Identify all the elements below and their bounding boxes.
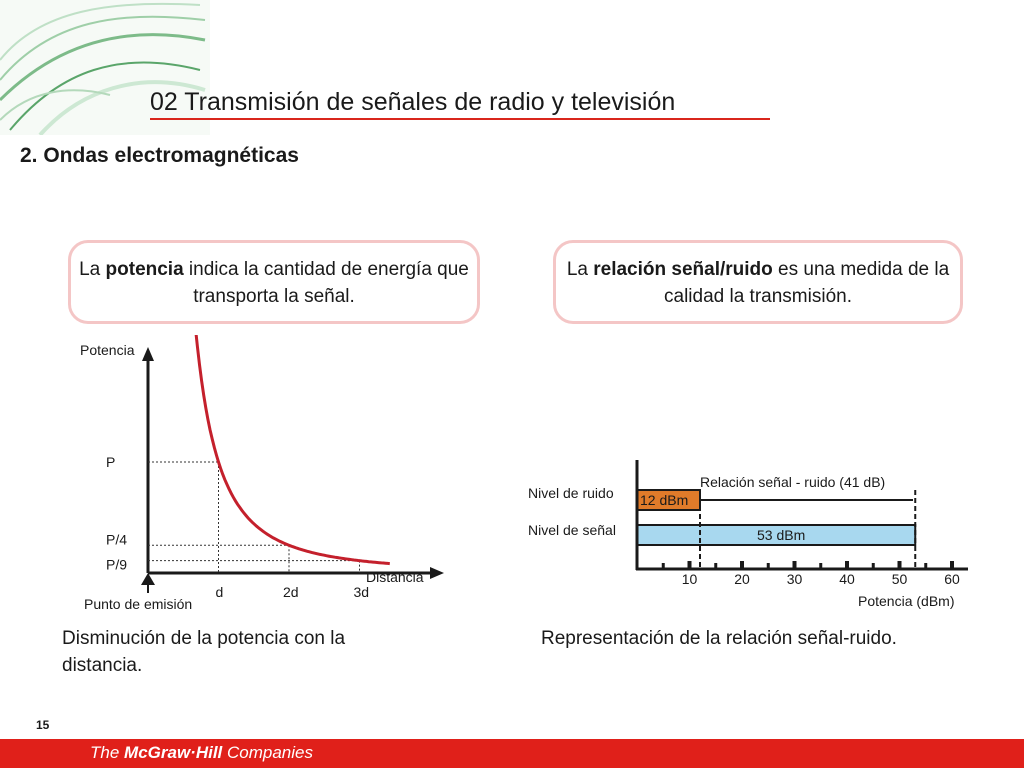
noise-row-label: Nivel de ruido: [528, 485, 614, 501]
callout-snr: [553, 240, 963, 324]
x-axis-label: Potencia (dBm): [858, 593, 955, 609]
y-axis-label: Potencia: [80, 342, 135, 358]
callout-power-post: indica la cantidad de energía que transporta la señal.: [183, 259, 469, 307]
x-tick-label: 30: [786, 571, 803, 587]
x-tick-label: 10: [681, 571, 698, 587]
caption-snr: Representación de la relación señal-ruido.: [541, 628, 897, 649]
x-tick-label: d: [215, 584, 224, 600]
noise-value-label: 12 dBm: [640, 492, 689, 508]
publisher-post: Companies: [222, 743, 313, 762]
callout-snr-pre: La: [566, 259, 594, 280]
y-axis-arrow: [142, 347, 154, 361]
publisher-logo: [90, 743, 313, 763]
caption-power-distance: Disminución de la potencia con la distancia.: [62, 628, 346, 676]
x-tick-label: 50: [891, 571, 908, 587]
section-heading: 2. Ondas electromagnéticas: [20, 144, 299, 167]
callout-power-pre: La: [79, 259, 106, 280]
callout-power-bold: potencia: [105, 259, 184, 280]
x-tick-label: 3d: [353, 584, 370, 600]
signal-value-label: 53 dBm: [757, 527, 806, 543]
emission-point-label: Punto de emisión: [84, 596, 193, 612]
publisher-name: McGraw·Hill: [124, 743, 223, 762]
x-axis-label: Distancia: [366, 569, 424, 585]
callout-snr-post: es una medida de la calidad la transmisión.: [664, 259, 950, 307]
publisher-pre: The: [90, 743, 125, 762]
x-axis-arrow: [430, 567, 444, 579]
x-tick-label: 2d: [283, 584, 299, 600]
x-tick-label: 60: [944, 571, 960, 587]
y-tick-label: P/9: [106, 556, 128, 573]
signal-row-label: Nivel de señal: [528, 522, 616, 538]
snr-chart: [520, 450, 990, 615]
title-underline: [150, 118, 770, 120]
callout-power: [68, 240, 480, 324]
x-tick-label: 40: [839, 571, 855, 587]
power-curve: [180, 335, 389, 564]
power-distance-chart: [70, 335, 450, 620]
y-tick-label: P/4: [106, 531, 128, 548]
callout-snr-bold: relación señal/ruido: [593, 259, 773, 280]
y-tick-label: P: [106, 454, 116, 470]
snr-label: Relación señal - ruido (41 dB): [700, 474, 886, 490]
x-tick-label: 20: [734, 571, 750, 587]
page-title: 02 Transmisión de señales de radio y televisión: [150, 88, 676, 116]
page-number: 15: [36, 718, 50, 732]
